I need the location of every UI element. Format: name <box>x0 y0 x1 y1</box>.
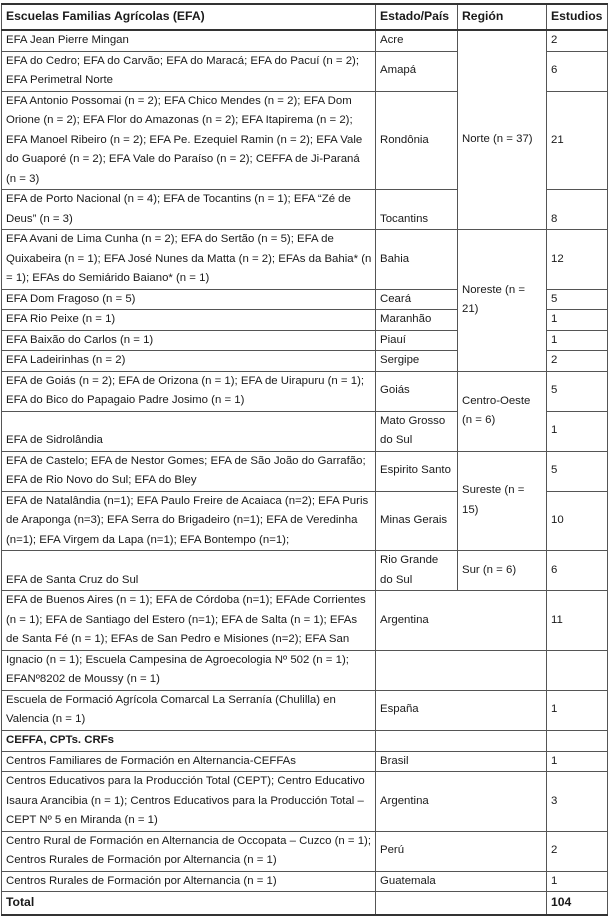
state-cell <box>376 650 547 690</box>
state-cell: España <box>376 690 547 730</box>
school-cell: EFA Ladeirinhas (n = 2) <box>2 351 376 372</box>
school-cell: EFA de Goiás (n = 2); EFA de Orizona (n = 1); EFA de Uirapuru (n = 1); EFA do Bico do Papagaio Padre Josimo (n = 1) <box>2 371 376 411</box>
table-row <box>2 591 608 651</box>
state-cell: Brasil <box>376 751 547 772</box>
state-cell: Guatemala <box>376 871 547 892</box>
school-cell: Centros Familiares de Formación en Alternancia-CEFFAs <box>2 751 376 772</box>
state-cell: Amapá <box>376 51 458 91</box>
section-empty <box>547 730 608 751</box>
studies-cell: 12 <box>547 230 608 290</box>
total-row <box>2 892 608 916</box>
state-cell: Acre <box>376 30 458 51</box>
studies-cell: 1 <box>547 871 608 892</box>
region-sur: Sur (n = 6) <box>458 551 547 591</box>
table-row <box>2 751 608 772</box>
header-state: Estado/País <box>376 4 458 30</box>
state-cell: Ceará <box>376 289 458 310</box>
state-cell: Mato Grosso do Sul <box>376 411 458 451</box>
studies-cell: 1 <box>547 310 608 331</box>
school-cell: Centros Rurales de Formación por Alternancia (n = 1) <box>2 871 376 892</box>
total-empty <box>376 892 547 916</box>
state-cell: Rio Grande do Sul <box>376 551 458 591</box>
state-cell: Argentina <box>376 772 547 832</box>
state-cell: Espirito Santo <box>376 451 458 491</box>
table-row <box>2 551 608 591</box>
school-cell: EFA de Santa Cruz do Sul <box>2 551 376 591</box>
state-cell: Minas Gerais <box>376 491 458 551</box>
studies-cell: 6 <box>547 51 608 91</box>
total-label: Total <box>2 892 376 916</box>
school-cell: EFA do Cedro; EFA do Carvão; EFA do Maracá; EFA do Pacuí (n = 2); EFA Perimetral Norte <box>2 51 376 91</box>
header-region: Región <box>458 4 547 30</box>
state-cell: Argentina <box>376 591 547 651</box>
header-studies: Estudios <box>547 4 608 30</box>
table-row <box>2 30 608 51</box>
total-value: 104 <box>547 892 608 916</box>
table-row <box>2 230 608 290</box>
header-school: Escuelas Familias Agrícolas (EFA) <box>2 4 376 30</box>
table-row <box>2 451 608 491</box>
school-cell: Escuela de Formació Agrícola Comarcal La Serranía (Chulilla) en Valencia (n = 1) <box>2 690 376 730</box>
studies-cell: 5 <box>547 451 608 491</box>
section-empty <box>376 730 547 751</box>
table-row <box>2 871 608 892</box>
region-sureste: Sureste (n = 15) <box>458 451 547 551</box>
table-row <box>2 831 608 871</box>
school-cell: EFA de Sidrolândia <box>2 411 376 451</box>
studies-cell: 6 <box>547 551 608 591</box>
table-row <box>2 650 608 690</box>
state-cell: Piauí <box>376 330 458 351</box>
studies-cell: 1 <box>547 411 608 451</box>
region-noreste: Noreste (n = 21) <box>458 230 547 372</box>
school-cell: EFA Avani de Lima Cunha (n = 2); EFA do Sertão (n = 5); EFA de Quixabeira (n = 1); EFA José Nunes da Matta (n = 2); EFAs da Bahia* (n = 1); EFAs do Semiárido Baiano* (n = 1) <box>2 230 376 290</box>
state-cell: Rondônia <box>376 91 458 190</box>
region-centro-oeste: Centro-Oeste (n = 6) <box>458 371 547 451</box>
studies-cell: 21 <box>547 91 608 190</box>
school-cell: Ignacio (n = 1); Escuela Campesina de Agroecologia Nº 502 (n = 1); EFANº8202 de Moussy (n = 1) <box>2 650 376 690</box>
header-row <box>2 4 608 30</box>
studies-cell: 2 <box>547 831 608 871</box>
state-cell: Goiás <box>376 371 458 411</box>
studies-cell: 1 <box>547 690 608 730</box>
studies-cell: 5 <box>547 371 608 411</box>
efa-table <box>1 3 608 916</box>
school-cell: EFA de Castelo; EFA de Nestor Gomes; EFA de São João do Garrafão; EFA de Rio Novo do Sul; EFA do Bley <box>2 451 376 491</box>
studies-cell: 5 <box>547 289 608 310</box>
studies-cell: 3 <box>547 772 608 832</box>
school-cell: EFA de Natalândia (n=1); EFA Paulo Freire de Acaiaca (n=2); EFA Puris de Araponga (n=3); EFA Serra do Brigadeiro (n=1); EFA de Veredinha (n=1); EFA Virgem da Lapa (n=1); EFA Bontempo (n=1); <box>2 491 376 551</box>
table-row <box>2 371 608 411</box>
table-row <box>2 772 608 832</box>
state-cell: Maranhão <box>376 310 458 331</box>
studies-cell: 2 <box>547 30 608 51</box>
school-cell: EFA Baixão do Carlos (n = 1) <box>2 330 376 351</box>
school-cell: EFA Rio Peixe (n = 1) <box>2 310 376 331</box>
region-norte: Norte (n = 37) <box>458 30 547 230</box>
studies-cell <box>547 650 608 690</box>
school-cell: Centros Educativos para la Producción Total (CEPT); Centro Educativo Isaura Arancibia (n = 1); Centros Educativos para la Producción Total – CEPT Nº 5 en Miranda (n = 1) <box>2 772 376 832</box>
school-cell: Centro Rural de Formación en Alternancia de Occopata – Cuzco (n = 1); Centros Rurales de Formación por Alternancia (n = 1) <box>2 831 376 871</box>
table-row <box>2 690 608 730</box>
section-heading: CEFFA, CPTs. CRFs <box>2 730 376 751</box>
school-cell: EFA de Porto Nacional (n = 4); EFA de Tocantins (n = 1); EFA “Zé de Deus” (n = 3) <box>2 190 376 230</box>
school-cell: EFA Antonio Possomai (n = 2); EFA Chico Mendes (n = 2); EFA Dom Orione (n = 2); EFA Flor do Amazonas (n = 2); EFA Itapirema (n = 2); EFA Manoel Ribeiro (n = 2); EFA Pe. Ezequiel Ramin (n = 2); EFA Vale do Guaporé (n = 2); EFA Vale do Paraíso (n = 2); CEFFA de Ji-Paraná (n = 3) <box>2 91 376 190</box>
studies-cell: 11 <box>547 591 608 651</box>
school-cell: EFA de Buenos Aires (n = 1); EFA de Córdoba (n=1); EFAde Corrientes (n = 1); EFA de Santiago del Estero (n=1); EFA de Salta (n = 1); EFAs de Santa Fé (n = 1); EFAs de San Pedro e Misiones (n=2); EFA San <box>2 591 376 651</box>
state-cell: Perú <box>376 831 547 871</box>
studies-cell: 8 <box>547 190 608 230</box>
studies-cell: 2 <box>547 351 608 372</box>
state-cell: Sergipe <box>376 351 458 372</box>
studies-cell: 1 <box>547 751 608 772</box>
school-cell: EFA Jean Pierre Mingan <box>2 30 376 51</box>
section-row <box>2 730 608 751</box>
studies-cell: 1 <box>547 330 608 351</box>
studies-cell: 10 <box>547 491 608 551</box>
state-cell: Bahia <box>376 230 458 290</box>
school-cell: EFA Dom Fragoso (n = 5) <box>2 289 376 310</box>
state-cell: Tocantins <box>376 190 458 230</box>
